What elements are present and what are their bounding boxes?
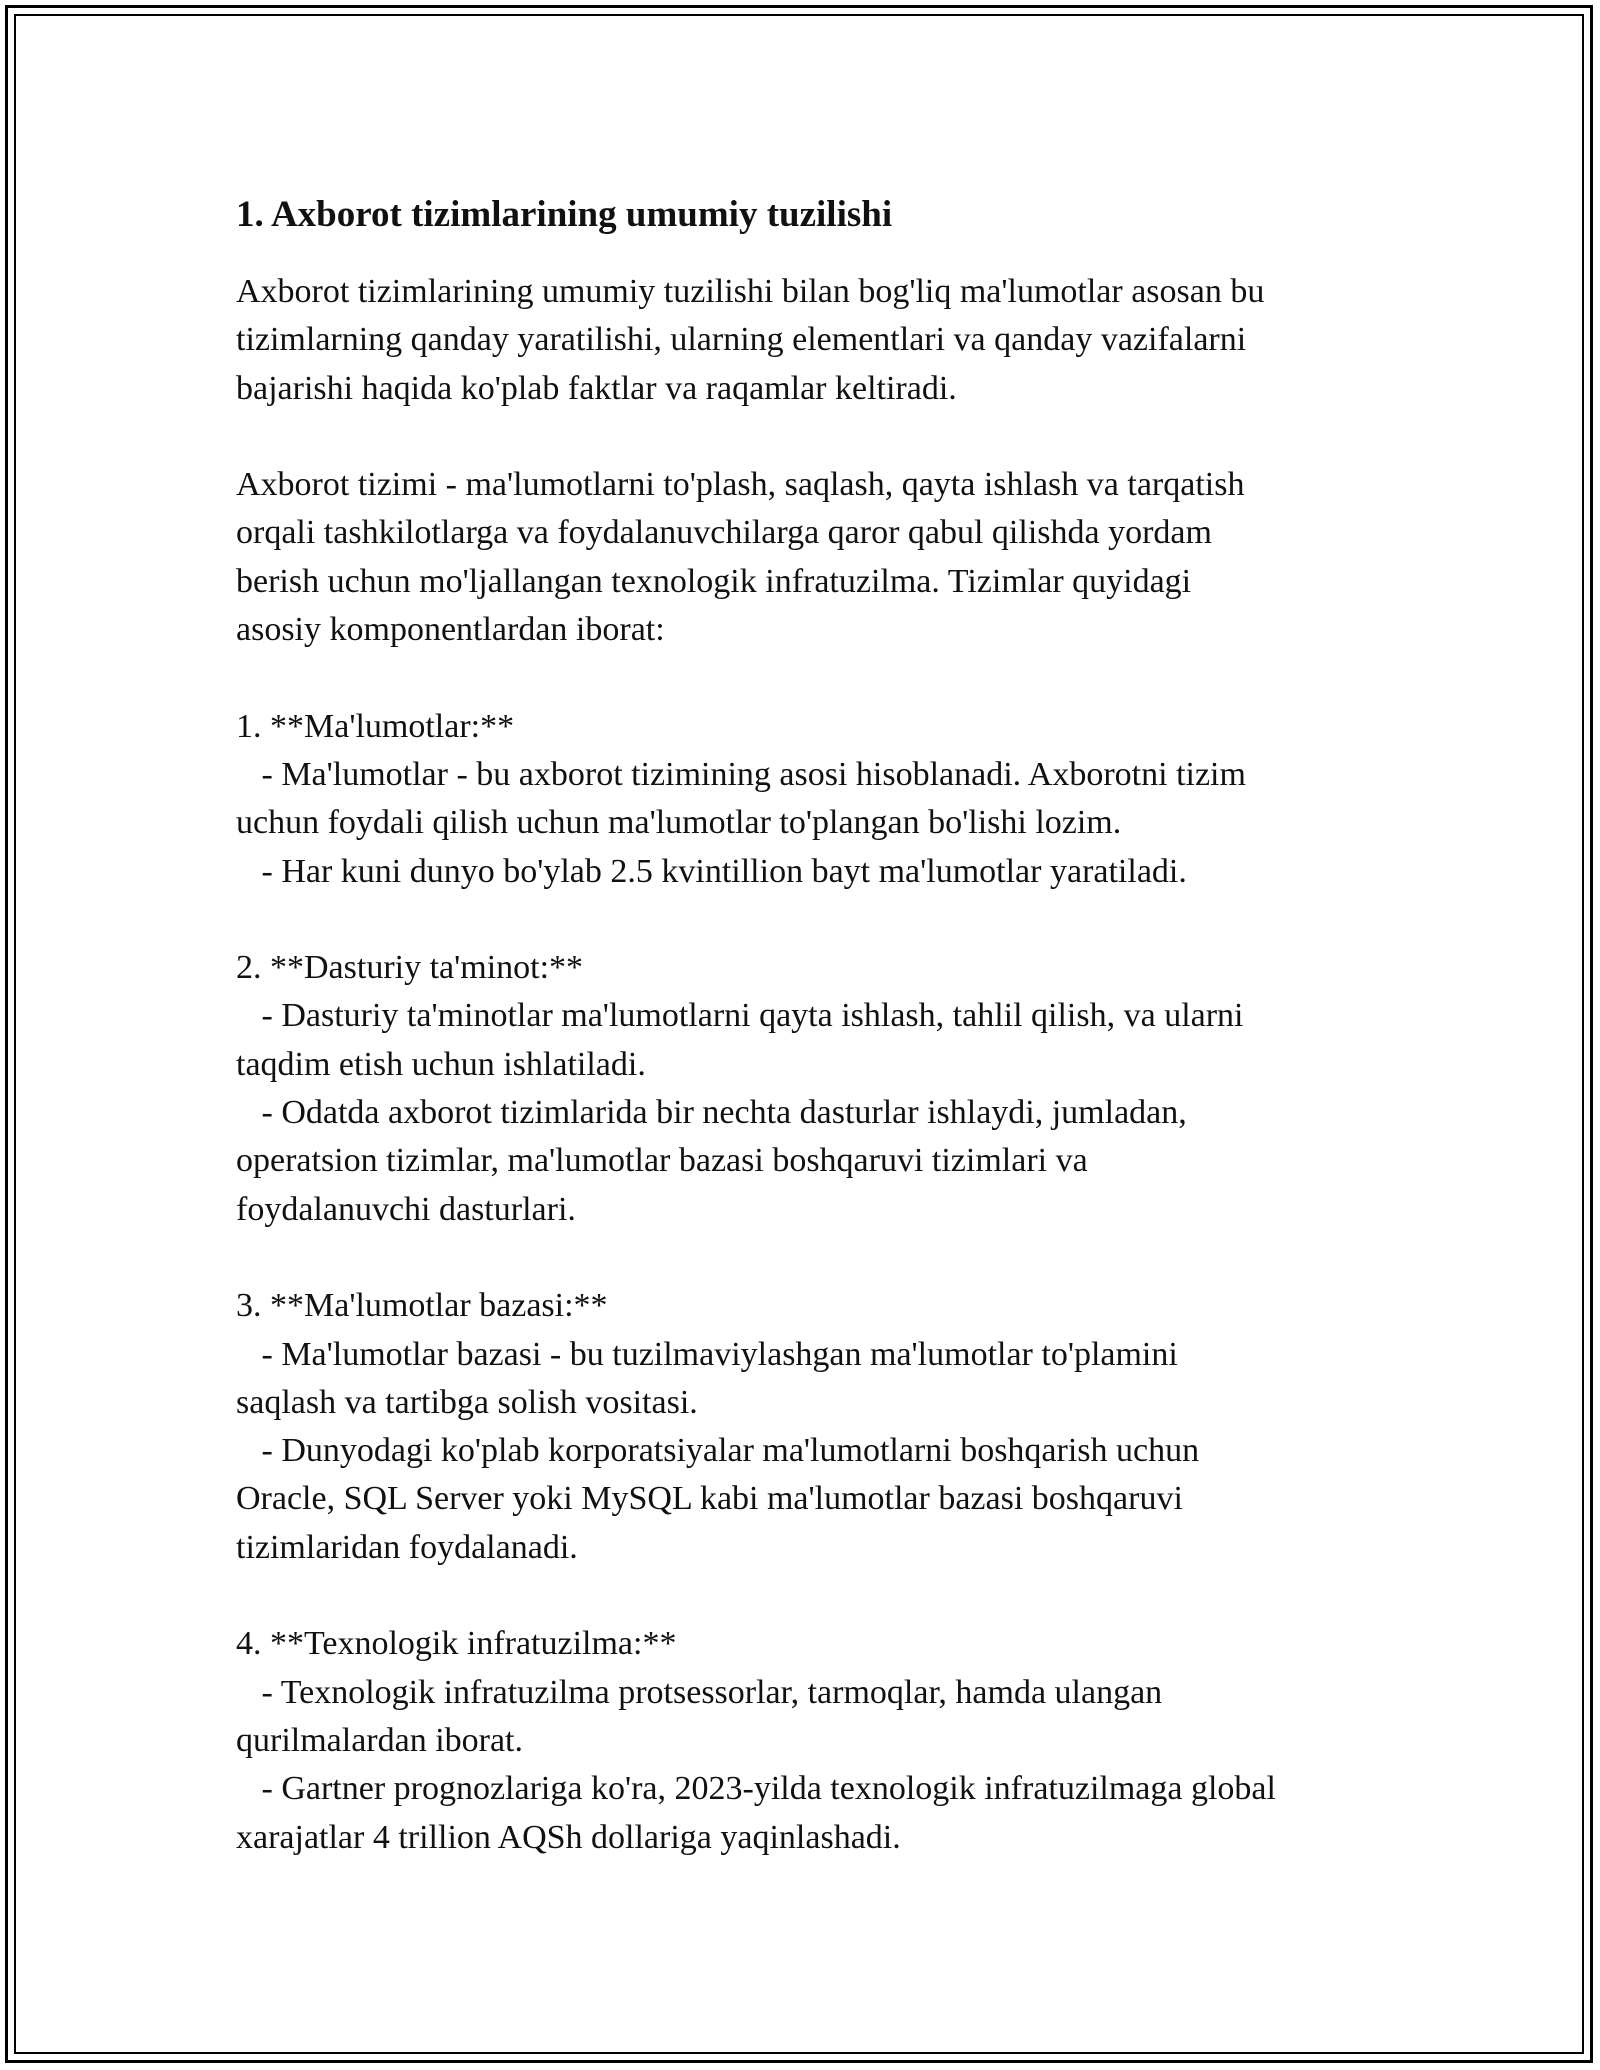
definition-line: asosiy komponentlardan iborat: [236, 611, 665, 649]
section-line: taqdim etish uchun ishlatiladi. [236, 1045, 646, 1083]
section-heading: 2. **Dasturiy ta'minot:** [236, 949, 584, 987]
section-line: - Ma'lumotlar - bu axborot tizimining asosi hisoblanadi. Axborotni tizim [236, 755, 1246, 793]
section-software [236, 944, 1396, 1234]
section-line: - Dasturiy ta'minotlar ma'lumotlarni qayta ishlash, tahlil qilish, va ularni [236, 997, 1244, 1035]
page-title: 1. Axborot tizimlarining umumiy tuzilishi [236, 194, 893, 235]
section-line: - Texnologik infratuzilma protsessorlar, tarmoqlar, hamda ulangan [236, 1673, 1163, 1711]
intro-line: Axborot tizimlarining umumiy tuzilishi bilan bog'liq ma'lumotlar asosan bu [236, 273, 1265, 310]
section-line: uchun foydali qilish uchun ma'lumotlar to'plangan bo'lishi lozim. [236, 804, 1122, 842]
section-database [236, 1282, 1396, 1572]
section-line: tizimlaridan foydalanadi. [236, 1528, 578, 1566]
section-data [236, 703, 1396, 896]
section-line: foydalanuvchi dasturlari. [236, 1190, 576, 1228]
definition-line: orqali tashkilotlarga va foydalanuvchilarga qaror qabul qilishda yordam [236, 514, 1212, 552]
intro-paragraph [236, 268, 1396, 413]
section-line: xarajatlar 4 trillion AQSh dollariga yaqinlashadi. [236, 1818, 901, 1856]
section-line: saqlash va tartibga solish vositasi. [236, 1383, 698, 1421]
section-heading: 1. **Ma'lumotlar:** [236, 707, 515, 745]
section-line: - Gartner prognozlariga ko'ra, 2023-yilda texnologik infratuzilmaga global [236, 1770, 1276, 1808]
section-line: - Ma'lumotlar bazasi - bu tuzilmaviylashgan ma'lumotlar to'plamini [236, 1335, 1178, 1373]
section-line: - Har kuni dunyo bo'ylab 2.5 kvintillion bayt ma'lumotlar yaratiladi. [236, 852, 1187, 890]
section-heading: 3. **Ma'lumotlar bazasi:** [236, 1287, 608, 1325]
definition-line: Axborot tizimi - ma'lumotlarni to'plash, saqlash, qayta ishlash va tarqatish [236, 466, 1245, 504]
section-line: Oracle, SQL Server yoki MySQL kabi ma'lumotlar bazasi boshqaruvi [236, 1480, 1183, 1518]
section-line: operatsion tizimlar, ma'lumotlar bazasi boshqaruvi tizimlari va [236, 1142, 1088, 1180]
definition-line: berish uchun mo'ljallangan texnologik infratuzilma. Tizimlar quyidagi [236, 562, 1192, 600]
intro-line: tizimlarning qanday yaratilishi, ularning elementlari va qanday vazifalarni [236, 321, 1247, 359]
section-heading: 4. **Texnologik infratuzilma:** [236, 1625, 677, 1663]
definition-paragraph [236, 461, 1396, 654]
section-line: - Dunyodagi ko'plab korporatsiyalar ma'lumotlarni boshqarish uchun [236, 1432, 1200, 1470]
section-line: - Odatda axborot tizimlarida bir nechta dasturlar ishlaydi, jumladan, [236, 1094, 1187, 1132]
section-infrastructure [236, 1620, 1396, 1861]
section-line: qurilmalardan iborat. [236, 1721, 524, 1759]
document-body [236, 184, 1396, 1862]
intro-line: bajarishi haqida ko'plab faktlar va raqamlar keltiradi. [236, 369, 957, 407]
